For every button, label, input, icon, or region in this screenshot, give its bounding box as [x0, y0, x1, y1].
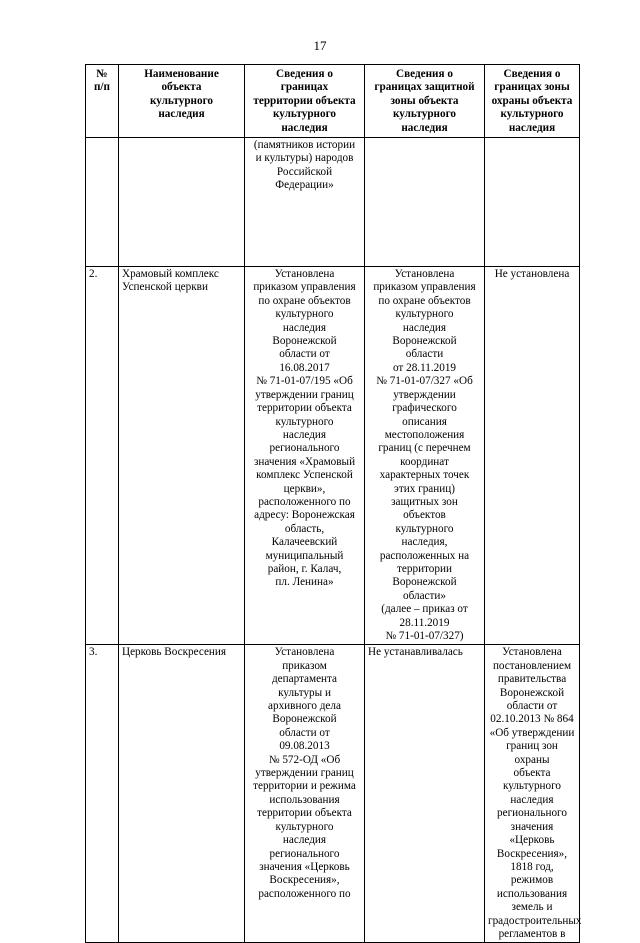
- cell-number: [86, 138, 119, 267]
- header-protective-zone: Сведения о границах защитной зоны объекта культурного наследия: [365, 65, 485, 138]
- cell-name: [119, 138, 245, 267]
- table-row-continuation: [86, 138, 580, 267]
- header-object-name: Наименование объекта культурного наследия: [119, 65, 245, 138]
- cell-protection-zone: [485, 138, 580, 267]
- cell-name: Храмовый комплекс Успенской церкви: [119, 267, 245, 645]
- header-territory-boundaries: Сведения о границах территории объекта культурного наследия: [245, 65, 365, 138]
- table-row: [86, 645, 580, 943]
- header-protection-zone: Сведения о границах зоны охраны объекта культурного наследия: [485, 65, 580, 138]
- cell-protective-zone: [365, 138, 485, 267]
- cell-protective-zone: Не устанавливалась: [365, 645, 485, 943]
- heritage-objects-table: [85, 64, 580, 943]
- header-number: № п/п: [86, 65, 119, 138]
- cell-territory: Установлена приказом управления по охране объектов культурного наследия Воронежской области от 16.08.2017 № 71-01-07/195 «Об утверждении границ территории объекта культурного наследия регионального значения «Храмовый комплекс Успенской церкви», расположенного по адресу: Воронежская область, Калачеевский муниципальный район, г. Калач, пл. Ленина»: [245, 267, 365, 645]
- cell-name: Церковь Воскресения: [119, 645, 245, 943]
- table-header-row: [86, 65, 580, 138]
- cell-protection-zone: Не установлена: [485, 267, 580, 645]
- cell-number: 2.: [86, 267, 119, 645]
- page-number: 17: [313, 38, 327, 53]
- cell-territory: (памятников истории и культуры) народов Российской Федерации»: [245, 138, 365, 267]
- cell-number: 3.: [86, 645, 119, 943]
- cell-protective-zone: Установлена приказом управления по охране объектов культурного наследия Воронежской области от 28.11.2019 № 71-01-07/327 «Об утверждении графического описания местоположения границ (с перечнем координат характерных точек этих границ) защитных зон объектов культурного наследия, расположенных на территории Воронежской области» (далее – приказ от 28.11.2019 № 71-01-07/327): [365, 267, 485, 645]
- table-row: [86, 267, 580, 645]
- cell-territory: Установлена приказом департамента культуры и архивного дела Воронежской области от 09.08.2013 № 572-ОД «Об утверждении границ территории и режима использования территории объекта культурного наследия регионального значения «Церковь Воскресения», расположенного по: [245, 645, 365, 943]
- cell-protection-zone: Установлена постановлением правительства Воронежской области от 02.10.2013 № 864 «Об утверждении границ зон охраны объекта культурного наследия регионального значения «Церковь Воскресения», 1818 год, режимов использования земель и градостроительных регламентов в: [485, 645, 580, 943]
